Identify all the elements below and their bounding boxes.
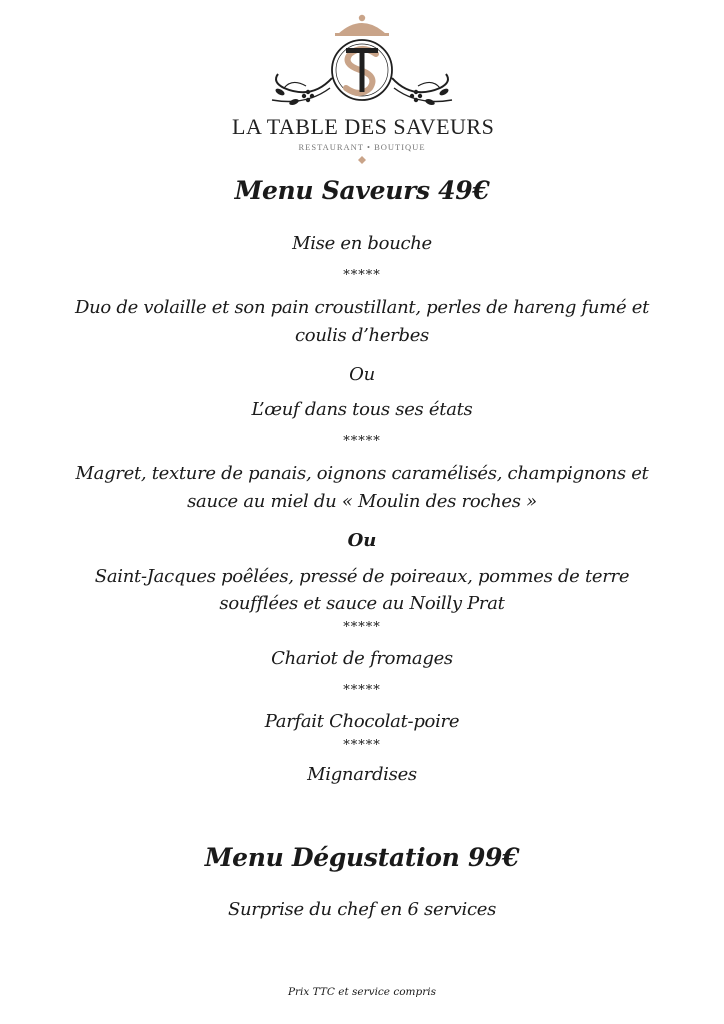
menu-item-starter1-line1: Duo de volaille et son pain croustillant, perles de hareng fumé et	[74, 297, 650, 318]
separator: *****	[343, 434, 381, 449]
menu-item-starter2: L’œuf dans tous ses états	[251, 399, 473, 420]
logo-emblem-icon	[232, 8, 492, 118]
menu-item-dessert: Parfait Chocolat-poire	[264, 711, 460, 732]
menu-saveurs-title: Menu Saveurs 49€	[234, 176, 490, 205]
menu-degustation-description: Surprise du chef en 6 services	[227, 899, 497, 920]
menu-item-main2-line2: soufflées et sauce au Noilly Prat	[219, 593, 505, 614]
restaurant-logo	[232, 8, 495, 166]
price-note: Prix TTC et service compris	[287, 986, 437, 998]
brand-name: LA TABLE DES SAVEURS	[232, 114, 495, 139]
diamond-ornament-icon	[232, 154, 492, 166]
menu-item-amuse: Mise en bouche	[292, 233, 432, 254]
menu-item-sweets: Mignardises	[307, 764, 417, 785]
separator: *****	[343, 268, 381, 283]
separator: *****	[343, 683, 381, 698]
separator: *****	[343, 738, 381, 753]
menu-or-bold: Ou	[347, 530, 377, 551]
brand-subtitle: RESTAURANT • BOUTIQUE	[298, 142, 426, 152]
separator: *****	[343, 620, 381, 635]
menu-or: Ou	[349, 364, 375, 385]
menu-item-main2-line1: Saint-Jacques poêlées, pressé de poireaux, pommes de terre	[94, 566, 630, 587]
menu-item-cheese: Chariot de fromages	[271, 648, 453, 669]
menu-item-main1-line2: sauce au miel du « Moulin des roches »	[187, 491, 537, 512]
menu-degustation-title: Menu Dégustation 99€	[204, 843, 520, 872]
menu-item-starter1-line2: coulis d’herbes	[295, 325, 429, 346]
menu-item-main1-line1: Magret, texture de panais, oignons caramélisés, champignons et	[75, 463, 649, 484]
